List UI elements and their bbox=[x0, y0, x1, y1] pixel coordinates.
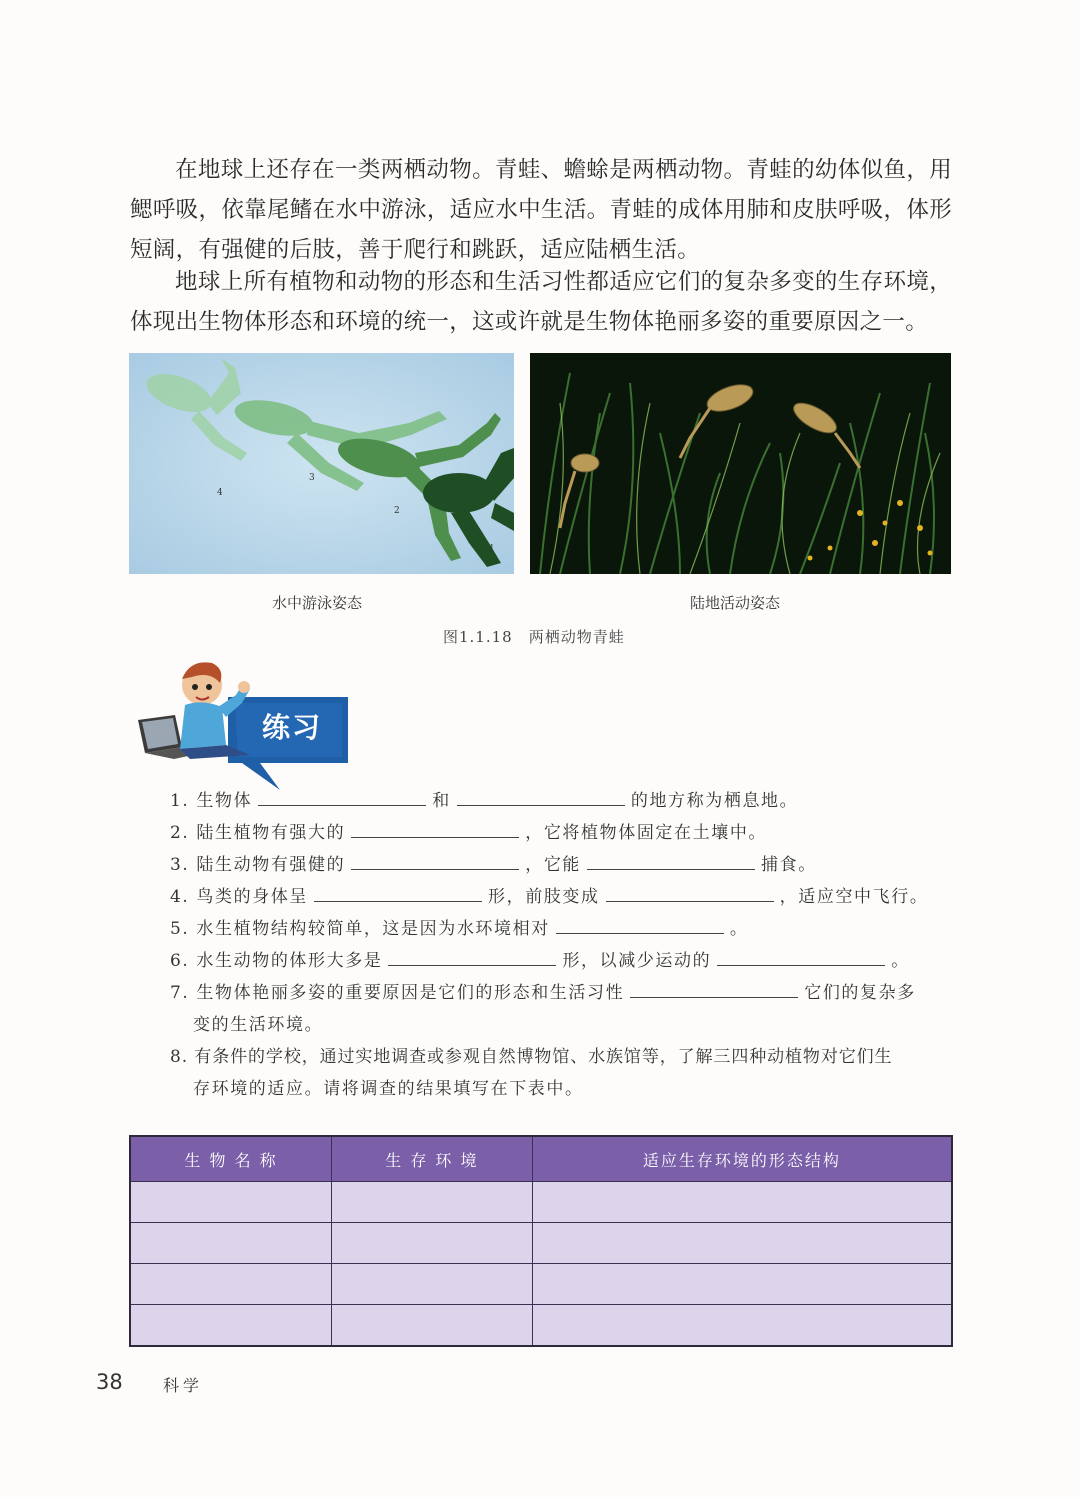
paragraph-amphibians: 在地球上还存在一类两栖动物。青蛙、蟾蜍是两栖动物。青蛙的幼体似鱼，用鳃呼吸，依靠尾鳍在水中游泳，适应水中生活。青蛙的成体用肺和皮肤呼吸，体形短阔，有强健的后肢，善于爬行和跳跃，适应陆栖生活。 bbox=[130, 157, 952, 263]
frog-jumping-photo bbox=[530, 353, 951, 574]
table-cell[interactable] bbox=[532, 1223, 952, 1264]
header-adaptive-structure: 适应生存环境的形态结构 bbox=[532, 1136, 952, 1182]
question-8-cont: 存环境的适应。请将调查的结果填写在下表中。 bbox=[193, 1079, 584, 1099]
table-cell[interactable] bbox=[130, 1223, 332, 1264]
question-3: 3. 陆生动物有强健的 ，它能 捕食。 bbox=[170, 850, 960, 881]
table-cell[interactable] bbox=[332, 1264, 533, 1305]
paragraph-adaptation: 地球上所有植物和动物的形态和生活习性都适应它们的复杂多变的生存环境，体现出生物体形态和环境的统一，这或许就是生物体艳丽多姿的重要原因之一。 bbox=[130, 269, 952, 335]
table-cell[interactable] bbox=[332, 1223, 533, 1264]
table-cell[interactable] bbox=[532, 1182, 952, 1223]
table-cell[interactable] bbox=[532, 1305, 952, 1347]
table-row bbox=[130, 1223, 952, 1264]
table-cell[interactable] bbox=[332, 1182, 533, 1223]
header-organism-name: 生 物 名 称 bbox=[130, 1136, 332, 1182]
blank-q5-1[interactable] bbox=[556, 915, 724, 934]
table-row bbox=[130, 1182, 952, 1223]
frog-label-4: 4 bbox=[217, 488, 223, 498]
table-cell[interactable] bbox=[130, 1264, 332, 1305]
question-7-cont: 变的生活环境。 bbox=[193, 1015, 324, 1035]
exercise-title: 练习 bbox=[262, 711, 323, 744]
table-row bbox=[130, 1264, 952, 1305]
question-7: 7. 生物体艳丽多姿的重要原因是它们的形态和生活习性 它们的复杂多 bbox=[170, 978, 960, 1009]
frog-label-1: 1 bbox=[489, 544, 495, 554]
table-cell[interactable] bbox=[332, 1305, 533, 1347]
question-6: 6. 水生动物的体形大多是 形，以减少运动的 。 bbox=[170, 946, 960, 977]
survey-table bbox=[129, 1135, 953, 1347]
blank-q3-2[interactable] bbox=[587, 851, 755, 870]
blank-q6-1[interactable] bbox=[388, 947, 556, 966]
frog-label-2: 2 bbox=[394, 506, 400, 516]
exercise-banner bbox=[130, 655, 370, 795]
blank-q3-1[interactable] bbox=[351, 851, 519, 870]
blank-q4-2[interactable] bbox=[606, 883, 774, 902]
page-number: 38 bbox=[96, 1370, 123, 1394]
figure-caption: 图1.1.18 两栖动物青蛙 bbox=[443, 628, 625, 646]
table-header-row bbox=[130, 1136, 952, 1182]
table-cell[interactable] bbox=[130, 1305, 332, 1347]
header-habitat: 生 存 环 境 bbox=[332, 1136, 533, 1182]
table-cell[interactable] bbox=[130, 1182, 332, 1223]
blank-q4-1[interactable] bbox=[314, 883, 482, 902]
question-1: 1. 生物体 和 的地方称为栖息地。 bbox=[170, 786, 960, 817]
caption-swimming: 水中游泳姿态 bbox=[272, 594, 363, 612]
frog-label-3: 3 bbox=[309, 473, 315, 483]
table-cell[interactable] bbox=[532, 1264, 952, 1305]
question-4: 4. 鸟类的身体呈 形，前肢变成 ，适应空中飞行。 bbox=[170, 882, 960, 913]
blank-q2-1[interactable] bbox=[351, 819, 519, 838]
frog-swimming-illustration bbox=[129, 353, 514, 574]
blank-q1-2[interactable] bbox=[457, 787, 625, 806]
question-8: 8. 有条件的学校，通过实地调查或参观自然博物馆、水族馆等，了解三四种动植物对它们生 bbox=[170, 1047, 893, 1067]
question-2: 2. 陆生植物有强大的 ，它将植物体固定在土壤中。 bbox=[170, 818, 960, 849]
caption-land: 陆地活动姿态 bbox=[690, 594, 781, 612]
blank-q6-2[interactable] bbox=[717, 947, 885, 966]
question-5: 5. 水生植物结构较简单，这是因为水环境相对 。 bbox=[170, 914, 960, 945]
blank-q7-1[interactable] bbox=[630, 979, 798, 998]
blank-q1-1[interactable] bbox=[258, 787, 426, 806]
table-row bbox=[130, 1305, 952, 1347]
subject-label: 科学 bbox=[163, 1376, 204, 1395]
